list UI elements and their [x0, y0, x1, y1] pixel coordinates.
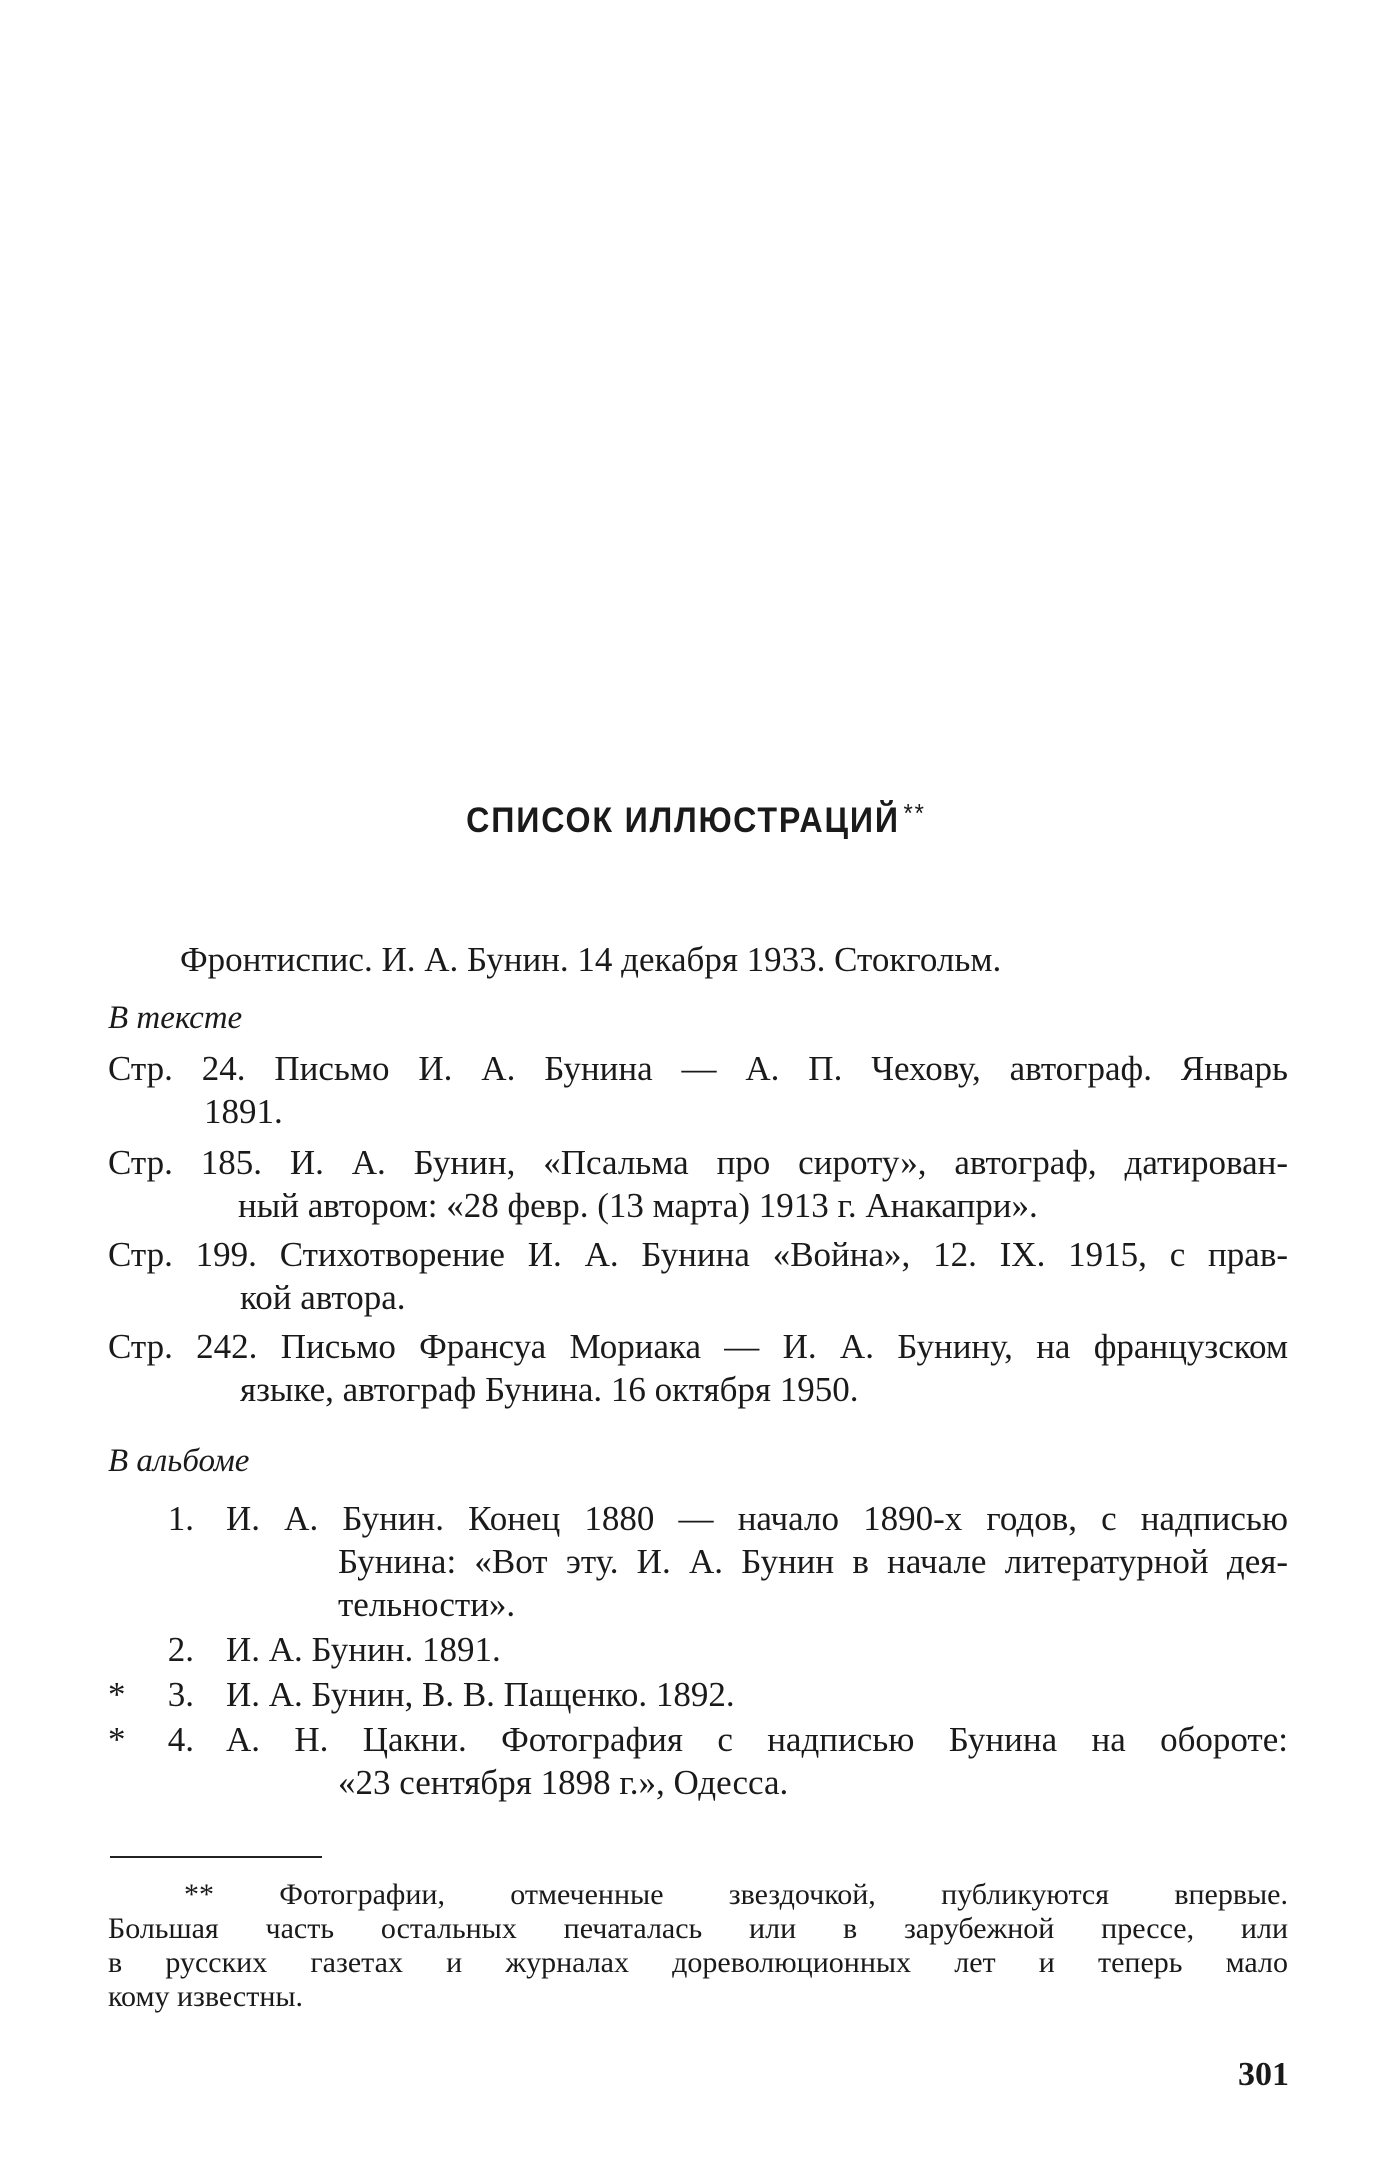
text-entry-3 [108, 1233, 1288, 1319]
footnote-line: в русских газетах и журналах дореволюционных лет и теперь мало [108, 1946, 1288, 1979]
album-list [108, 1497, 1288, 1804]
item-text [226, 1628, 1288, 1671]
entry-line: Стр. 199. Стихотворение И. А. Бунина «Война», 12. IX. 1915, с прав- [108, 1235, 1288, 1274]
footnote-divider [110, 1856, 322, 1858]
section-heading-in-text: В тексте [108, 1000, 243, 1036]
entry-line: языке, автограф Бунина. 16 октября 1950. [240, 1370, 859, 1409]
footnote-line: Большая часть остальных печаталась или в зарубежной прессе, или [108, 1912, 1288, 1945]
star-marker: * [108, 1675, 126, 1714]
item-line: И. А. Бунин, В. В. Пащенко. 1892. [226, 1675, 735, 1714]
text-entry-2 [108, 1141, 1288, 1227]
entry-line: ный автором: «28 февр. (13 марта) 1913 г. Анакапри». [238, 1186, 1038, 1225]
page-title [56, 798, 1337, 841]
text-entry-4 [108, 1325, 1288, 1411]
entry-line: Стр. 24. Письмо И. А. Бунина — А. П. Чехову, автограф. Январь [108, 1049, 1288, 1088]
item-text [226, 1718, 1288, 1804]
entry-line: кой автора. [240, 1278, 406, 1317]
album-item-3 [108, 1673, 1288, 1716]
album-item-1 [108, 1497, 1288, 1626]
title-text: СПИСОК ИЛЛЮСТРАЦИЙ [466, 801, 900, 840]
footnote [108, 1878, 1288, 2014]
section-heading-in-album: В альбоме [108, 1443, 250, 1479]
item-line: Бунина: «Вот эту. И. А. Бунин в начале литературной дея- [338, 1542, 1288, 1581]
title-footnote-mark: ** [903, 798, 926, 828]
star-marker: * [108, 1720, 126, 1759]
item-number: 3. [167, 1675, 194, 1714]
page-number: 301 [1238, 2056, 1289, 2093]
item-number: 1. [167, 1499, 194, 1538]
item-text [226, 1673, 1288, 1716]
entry-line: 1891. [204, 1092, 283, 1131]
text-entry-1 [108, 1047, 1288, 1133]
footnote-line: кому известны. [108, 1980, 304, 2013]
item-number: 4. [167, 1720, 194, 1759]
album-item-4 [108, 1718, 1288, 1804]
item-line: И. А. Бунин. Конец 1880 — начало 1890-х годов, с надписью [226, 1499, 1288, 1538]
entry-line: Стр. 242. Письмо Франсуа Мориака — И. А. Бунину, на французском [108, 1327, 1288, 1366]
item-number: 2. [167, 1630, 194, 1669]
entry-line: Стр. 185. И. А. Бунин, «Псальма про сироту», автограф, датирован- [108, 1143, 1288, 1182]
item-line: тельности». [338, 1585, 516, 1624]
frontispiece-entry: Фронтиспис. И. А. Бунин. 14 декабря 1933. Стокгольм. [180, 940, 1002, 979]
album-item-2 [108, 1628, 1288, 1671]
item-line: А. Н. Цакни. Фотография с надписью Бунина на обороте: [226, 1720, 1288, 1759]
item-line: И. А. Бунин. 1891. [226, 1630, 501, 1669]
item-text [226, 1497, 1288, 1626]
footnote-line: ** Фотографии, отмеченные звездочкой, публикуются впервые. [184, 1878, 1288, 1911]
item-line: «23 сентября 1898 г.», Одесса. [338, 1763, 789, 1802]
